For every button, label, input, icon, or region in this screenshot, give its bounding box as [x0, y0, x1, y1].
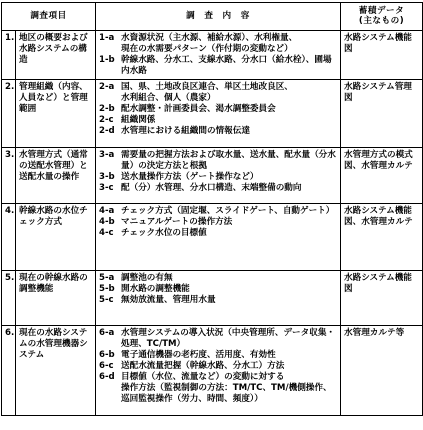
content-line: [99, 93, 337, 104]
table-row: [2, 204, 423, 271]
header-data: [341, 3, 423, 31]
header-item: 調査項目: [2, 3, 96, 31]
content-text: チェック方式（固定堰、スライドゲート、自動ゲート）: [121, 206, 335, 216]
survey-content: [96, 204, 341, 271]
content-text: 水管理における組織間の情報伝達: [121, 126, 250, 136]
content-code: 4-a: [99, 206, 115, 216]
content-text: 現在の水需要パターン（作付期の変動など）: [121, 44, 293, 54]
content-line: [99, 104, 337, 115]
content-text: 配（分）水管理、分水口構造、末端整備の動向: [121, 183, 302, 193]
content-code: 3-b: [99, 172, 115, 182]
content-line: [99, 383, 337, 405]
table-row: [2, 80, 423, 148]
content-code: 1-b: [99, 55, 115, 65]
header-data-line2: (主なもの): [358, 15, 405, 26]
content-code: 5-a: [99, 273, 115, 283]
survey-item: 幹線水路の水位チェック方式: [16, 204, 96, 271]
accumulated-data: 水管理方式の模式図、水管理カルテ: [341, 148, 423, 204]
content-text: 無効放流量、管理用水量: [121, 295, 216, 305]
content-line: [99, 295, 337, 306]
survey-item: 地区の概要および水路システムの構造: [16, 31, 96, 80]
content-text: 開水路の調整機能: [121, 284, 190, 294]
content-code: 4-c: [99, 228, 114, 238]
content-line: [99, 183, 337, 194]
content-line: [99, 172, 337, 183]
row-number: 2.: [2, 80, 16, 148]
content-text: 送水量操作方法（ゲート操作など）: [121, 172, 259, 182]
survey-item: 現在の幹線水路の調整機能: [16, 271, 96, 326]
content-line: [99, 284, 337, 295]
content-text: マニュアルゲートの操作方法: [121, 217, 233, 227]
accumulated-data: 水路システム機能図、水管理カルテ: [341, 204, 423, 271]
content-code: 2-b: [99, 104, 115, 114]
header-data-line1: 蓄積データ: [358, 5, 405, 16]
content-line: [99, 217, 337, 228]
content-line: [99, 126, 337, 137]
header-row: [2, 3, 423, 31]
content-line: [99, 44, 337, 55]
content-line: [99, 206, 337, 217]
table-row: [2, 271, 423, 326]
content-text: 幹線水路、分水工、支線水路、分水口（給水栓）、圃場内水路: [121, 55, 332, 76]
table-row: [2, 31, 423, 80]
content-text: 目標値（水位、流量など）の変動に対する: [121, 372, 285, 382]
table-row: [2, 148, 423, 204]
content-code: [99, 44, 121, 55]
content-text: 水利組合、個人（農家）: [121, 93, 216, 103]
survey-item: 管理組織（内容、人員など）と管理範囲: [16, 80, 96, 148]
content-line: [99, 115, 337, 126]
content-code: 2-a: [99, 82, 115, 92]
row-number: 4.: [2, 204, 16, 271]
content-code: [99, 93, 121, 104]
content-text: チェック水位の目標値: [121, 228, 207, 238]
survey-table: [1, 2, 423, 416]
content-line: [99, 228, 337, 239]
content-code: 6-d: [99, 372, 115, 382]
content-text: 国、県、土地改良区連合、単区土地改良区、: [121, 82, 293, 92]
accumulated-data: 水路システム機能図: [341, 271, 423, 326]
survey-content: [96, 326, 341, 416]
content-text: 需要量の把握方法および取水量、送水量、配水量（分水量）の決定方法と根拠: [121, 150, 336, 171]
survey-content: [96, 80, 341, 148]
survey-item: 現在の水路システムの水管理機器システム: [16, 326, 96, 416]
content-code: 1-a: [99, 33, 115, 43]
content-text: 配水調整・計画委員会、渇水調整委員会: [121, 104, 276, 114]
content-code: 4-b: [99, 217, 115, 227]
content-text: 操作方法（監視制御の方法：TM/TC、TM/機側操作、巡回監視操作（労力、時間、頻度））: [121, 383, 332, 404]
content-line: [99, 372, 337, 383]
content-text: 送配水流量把握（幹線水路、分水工）方法: [121, 361, 285, 371]
content-line: [99, 273, 337, 284]
content-code: 2-c: [99, 115, 114, 125]
row-number: 6.: [2, 326, 16, 416]
row-number: 3.: [2, 148, 16, 204]
accumulated-data: 水路システム管理図: [341, 80, 423, 148]
survey-content: [96, 271, 341, 326]
content-line: [99, 33, 337, 44]
content-code: 6-c: [99, 361, 114, 371]
content-text: 組織関係: [121, 115, 156, 125]
accumulated-data: 水路システム機能図: [341, 31, 423, 80]
content-line: [99, 328, 337, 350]
content-code: 6-a: [99, 328, 115, 338]
survey-content: [96, 148, 341, 204]
content-code: 3-a: [99, 150, 115, 160]
header-content: 調 査 内 容: [96, 3, 341, 31]
content-text: 水管理システムの導入状況（中央管理所、データ収集・処理、TC/TM）: [121, 328, 336, 349]
content-code: 6-b: [99, 350, 115, 360]
row-number: 1.: [2, 31, 16, 80]
content-text: 水資源状況（主水源、補給水源）、水利権量、: [121, 33, 298, 43]
content-text: 電子通信機器の老朽度、活用度、有効性: [121, 350, 276, 360]
content-line: [99, 350, 337, 361]
content-line: [99, 361, 337, 372]
content-line: [99, 55, 337, 77]
content-code: 2-d: [99, 126, 115, 136]
survey-item: 水管理方式（通常の送配水管理）と送配水量の操作: [16, 148, 96, 204]
content-line: [99, 150, 337, 172]
row-number: 5.: [2, 271, 16, 326]
content-text: 調整池の有無: [121, 273, 173, 283]
accumulated-data: 水管理カルテ等: [341, 326, 423, 416]
content-code: 5-c: [99, 295, 114, 305]
content-code: 5-b: [99, 284, 115, 294]
survey-content: [96, 31, 341, 80]
table-row: [2, 326, 423, 416]
content-line: [99, 82, 337, 93]
content-code: 3-c: [99, 183, 114, 193]
content-code: [99, 383, 121, 405]
